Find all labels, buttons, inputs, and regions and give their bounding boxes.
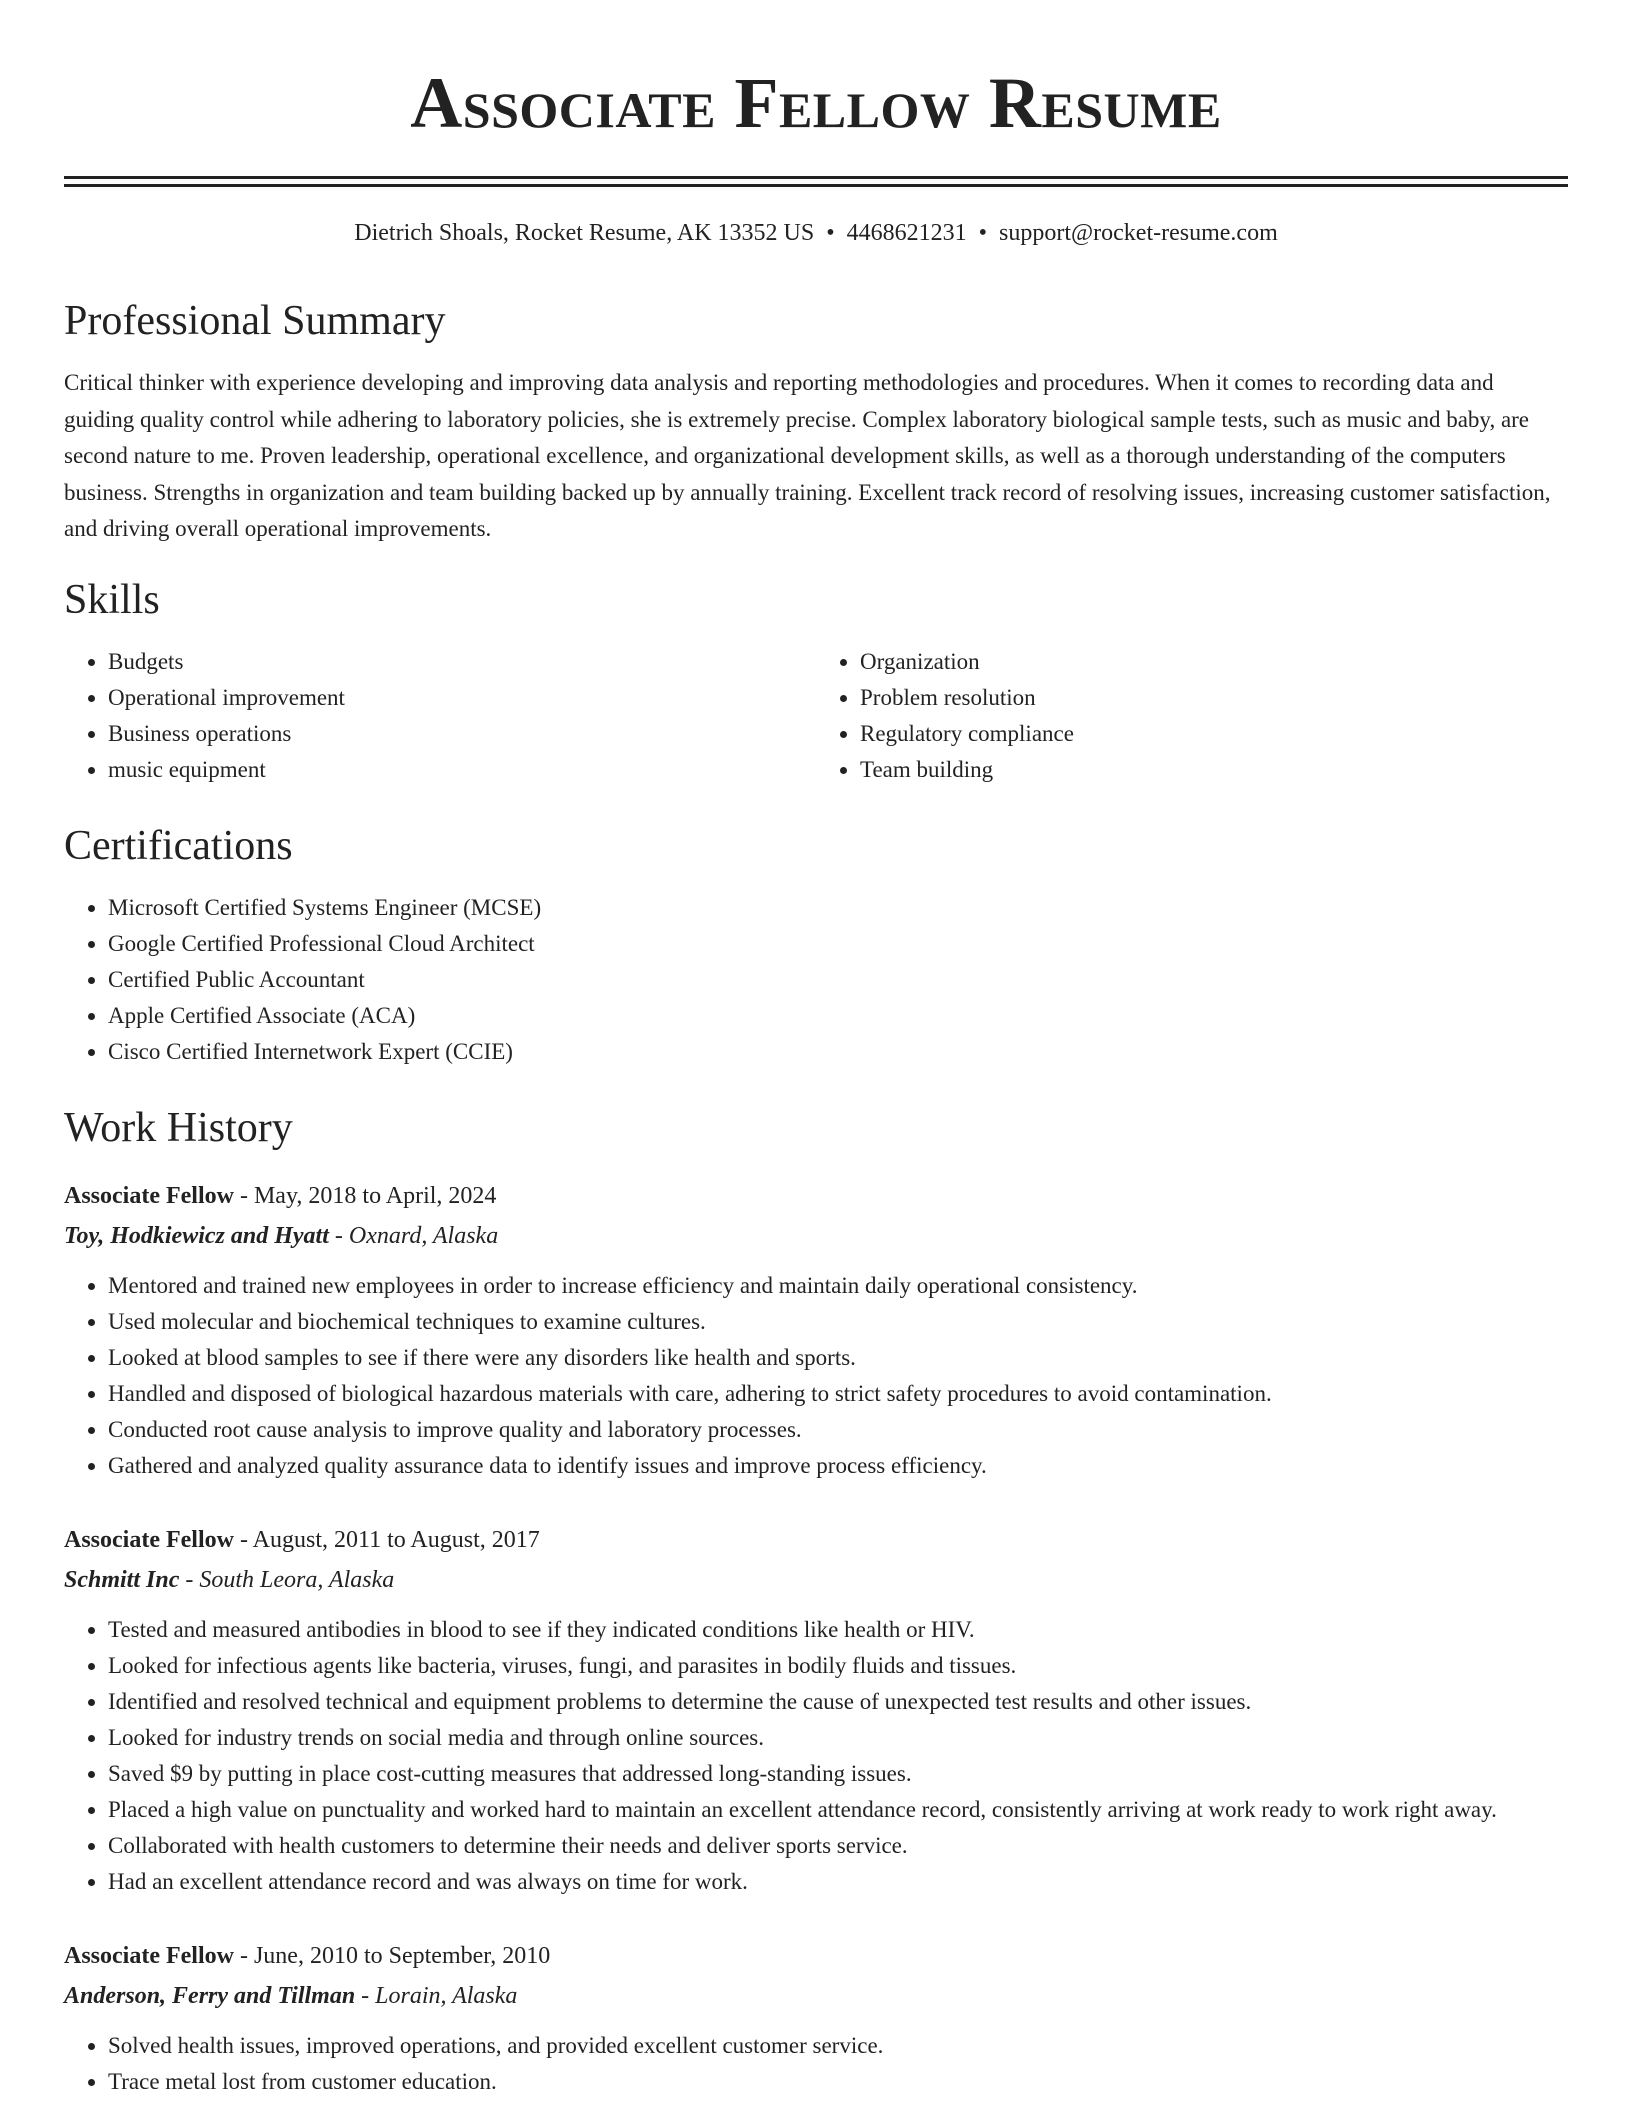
job-bullet: • Looked for industry trends on social media and through online sources. (108, 1720, 1568, 1756)
skill-item: • music equipment (108, 752, 816, 788)
job-location: South Leora, Alaska (199, 1566, 395, 1593)
job-bullet: • Collaborated with health customers to determine their needs and deliver sports service. (108, 1828, 1568, 1864)
certification-item: • Cisco Certified Internetwork Expert (CCIE) (108, 1034, 1568, 1070)
job-title: Associate Fellow (64, 1182, 234, 1209)
job-title-line: Associate Fellow - August, 2011 to August, 2017 (64, 1526, 540, 1553)
job-dates: May, 2018 to April, 2024 (253, 1182, 497, 1209)
job-bullet: • Gathered and analyzed quality assurance data to identify issues and improve process efficiency. (108, 1448, 1568, 1484)
job-title: Associate Fellow (64, 1526, 234, 1553)
job-dates: August, 2011 to August, 2017 (252, 1526, 540, 1553)
skill-item: • Organization (860, 644, 1568, 680)
skills-heading: Skills (64, 576, 160, 623)
job-bullet: • Looked for infectious agents like bacteria, viruses, fungi, and parasites in bodily fluids and tissues. (108, 1648, 1568, 1684)
job-title-line: Associate Fellow - June, 2010 to September, 2010 (64, 1942, 551, 1969)
skill-item: • Operational improvement (108, 680, 816, 716)
job-bullet: • Looked at blood samples to see if there were any disorders like health and sports. (108, 1340, 1568, 1376)
page-title: Associate Fellow Resume (410, 63, 1222, 143)
job-bullet: • Handled and disposed of biological hazardous materials with care, adhering to strict safety procedures to avoid contamination. (108, 1376, 1568, 1412)
certifications-heading: Certifications (64, 822, 293, 869)
job-company-line: Anderson, Ferry and Tillman - Lorain, Alaska (64, 1982, 518, 2009)
job-company-line: Toy, Hodkiewicz and Hyatt - Oxnard, Alaska (64, 1222, 499, 1249)
resume-page (64, 0, 1568, 2100)
job-bullet: • Used molecular and biochemical techniques to examine cultures. (108, 1304, 1568, 1340)
skills-column-left (64, 644, 816, 788)
skill-item: • Regulatory compliance (860, 716, 1568, 752)
job-bullets (64, 2028, 1568, 2100)
job-company: Toy, Hodkiewicz and Hyatt (64, 1222, 329, 1249)
job-company: Anderson, Ferry and Tillman (64, 1982, 356, 2009)
contact-phone: 4468621231 (846, 220, 967, 246)
job-bullet: • Mentored and trained new employees in order to increase efficiency and maintain daily operational consistency. (108, 1268, 1568, 1304)
job-dates: June, 2010 to September, 2010 (253, 1942, 551, 1969)
job-bullet: • Tested and measured antibodies in blood to see if they indicated conditions like health or HIV. (108, 1612, 1568, 1648)
job-bullet: • Saved $9 by putting in place cost-cutting measures that addressed long-standing issues. (108, 1756, 1568, 1792)
skill-item: • Budgets (108, 644, 816, 680)
job-bullet: • Identified and resolved technical and equipment problems to determine the cause of unexpected test results and other issues. (108, 1684, 1568, 1720)
contact-email: support@rocket-resume.com (999, 220, 1278, 246)
job-location: Lorain, Alaska (375, 1982, 518, 2009)
job-title-line: Associate Fellow - May, 2018 to April, 2024 (64, 1182, 497, 1209)
summary-text: Critical thinker with experience developing and improving data analysis and reporting methodologies and procedures. When it comes to recording data and guiding quality control while adhering to laboratory policies, she is extremely precise. Complex laboratory biological sample tests, such as music and baby, are second nature to me. Proven leadership, operational excellence, and organizational development skills, as well as a thorough understanding of the computers business. Strengths in organization and team building backed up by annually training. Excellent track record of resolving issues, increasing customer satisfaction, and driving overall operational improvements. (64, 370, 1551, 541)
certification-item: • Apple Certified Associate (ACA) (108, 998, 1568, 1034)
contact-line (64, 217, 1568, 249)
job-bullet: • Solved health issues, improved operations, and provided excellent customer service. (108, 2028, 1568, 2064)
job-title: Associate Fellow (64, 1942, 234, 1969)
job-bullet: • Trace metal lost from customer education. (108, 2064, 1568, 2100)
work-history-heading: Work History (64, 1104, 293, 1151)
job-company-line: Schmitt Inc - South Leora, Alaska (64, 1566, 395, 1593)
job-bullets (64, 1268, 1568, 1484)
job-bullet: • Placed a high value on punctuality and worked hard to maintain an excellent attendance record, consistently arriving at work ready to work right away. (108, 1792, 1568, 1828)
skill-item: • Business operations (108, 716, 816, 752)
job-bullet: • Conducted root cause analysis to improve quality and laboratory processes. (108, 1412, 1568, 1448)
contact-address: Dietrich Shoals, Rocket Resume, AK 13352 US (354, 220, 815, 246)
contact-separator: • (978, 220, 988, 246)
job-bullets (64, 1612, 1568, 1900)
skill-item: • Team building (860, 752, 1568, 788)
job-entry (64, 1936, 1568, 2100)
job-location: Oxnard, Alaska (348, 1222, 499, 1249)
certification-item: • Google Certified Professional Cloud Architect (108, 926, 1568, 962)
certification-item: • Microsoft Certified Systems Engineer (MCSE) (108, 890, 1568, 926)
certification-item: • Certified Public Accountant (108, 962, 1568, 998)
job-bullet: • Had an excellent attendance record and was always on time for work. (108, 1864, 1568, 1900)
skills-column-right (816, 644, 1568, 788)
summary-heading: Professional Summary (64, 298, 446, 344)
skills-list (64, 644, 1568, 788)
certifications-list (64, 890, 1568, 1070)
title-divider (64, 176, 1568, 179)
contact-separator: • (826, 220, 835, 246)
job-company: Schmitt Inc (64, 1566, 180, 1593)
job-entry (64, 1520, 1568, 1900)
job-entry (64, 1176, 1568, 1484)
skill-item: • Problem resolution (860, 680, 1568, 716)
